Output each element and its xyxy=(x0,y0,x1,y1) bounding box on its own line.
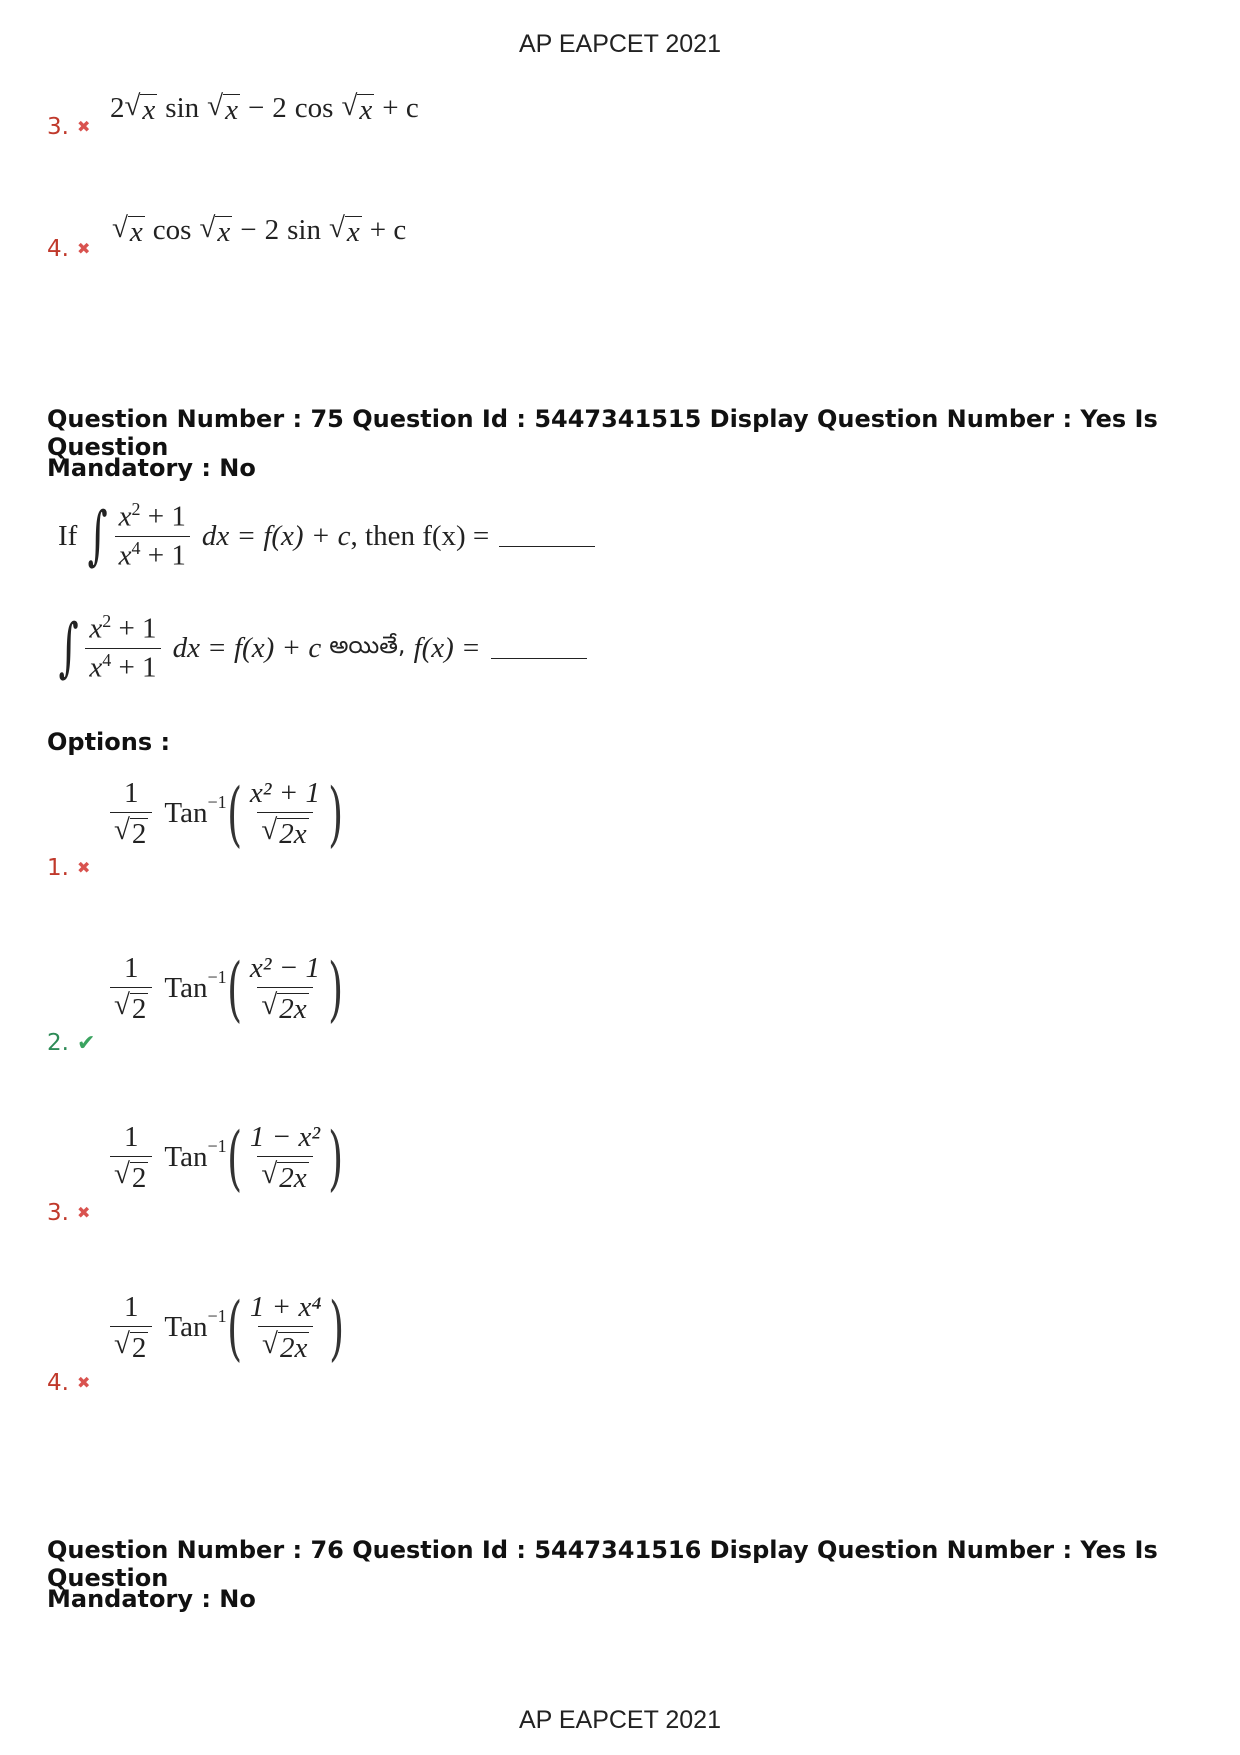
option-4-expression: 1 √ 2 Tan $^{-1}$ ( 1 + x⁴ √ 2x ) xyxy=(106,1292,345,1363)
page-footer: AP EAPCET 2021 xyxy=(519,1706,721,1734)
cross-icon: ✖ xyxy=(76,239,91,258)
prev-option-4-number: 4. ✖ xyxy=(47,236,91,262)
option-1-number: 1. ✖ xyxy=(47,855,91,881)
options-label: Options : xyxy=(47,728,171,756)
page-header: AP EAPCET 2021 xyxy=(519,30,721,58)
option-1-expression: 1 √ 2 Tan $^{-1}$ ( x² + 1 √ 2x ) xyxy=(106,778,343,849)
question-75-header-line2: Mandatory : No xyxy=(47,454,256,482)
question-75-header-line1: Question Number : 75 Question Id : 5447341515 Display Question Number : Yes Is Question xyxy=(47,405,1158,461)
cross-icon: ✖ xyxy=(76,117,91,136)
question-76-header-line2: Mandatory : No xyxy=(47,1585,256,1613)
cross-icon: ✖ xyxy=(76,858,91,877)
option-2-expression: 1 √ 2 Tan $^{-1}$ ( x² − 1 √ 2x ) xyxy=(106,953,343,1024)
answer-blank xyxy=(499,526,595,547)
integral-sign: ∫ xyxy=(87,499,109,574)
question-75-telugu: ∫ $\frac{x^2 + 1}{x^4 + 1}$ dx = f(x) + c అయితే, f(x) = xyxy=(56,612,587,684)
integral-sign: ∫ xyxy=(58,611,79,686)
question-75-english: If ∫ $\frac{x^2 + 1}{x^4 + 1}$ dx = f(x) + c , then f(x) = xyxy=(58,500,595,572)
check-icon: ✔ xyxy=(76,1031,96,1056)
prev-option-3-number: 3. ✖ xyxy=(47,114,91,140)
cross-icon: ✖ xyxy=(76,1373,91,1392)
option-2-number: 2. ✔ xyxy=(47,1030,96,1056)
cross-icon: ✖ xyxy=(76,1203,91,1222)
option-4-number: 4. ✖ xyxy=(47,1370,91,1396)
question-76-header-line1: Question Number : 76 Question Id : 5447341516 Display Question Number : Yes Is Question xyxy=(47,1536,1158,1592)
prev-option-4-expression: √ x cos √ x − 2 sin √ x + c xyxy=(112,212,407,248)
option-3-number: 3. ✖ xyxy=(47,1200,91,1226)
answer-blank xyxy=(491,638,587,659)
option-3-expression: 1 √ 2 Tan $^{-1}$ ( 1 − x² √ 2x ) xyxy=(106,1122,343,1193)
prev-option-3-expression: 2 √ x sin √ x − 2 cos √ x + c xyxy=(110,90,419,126)
